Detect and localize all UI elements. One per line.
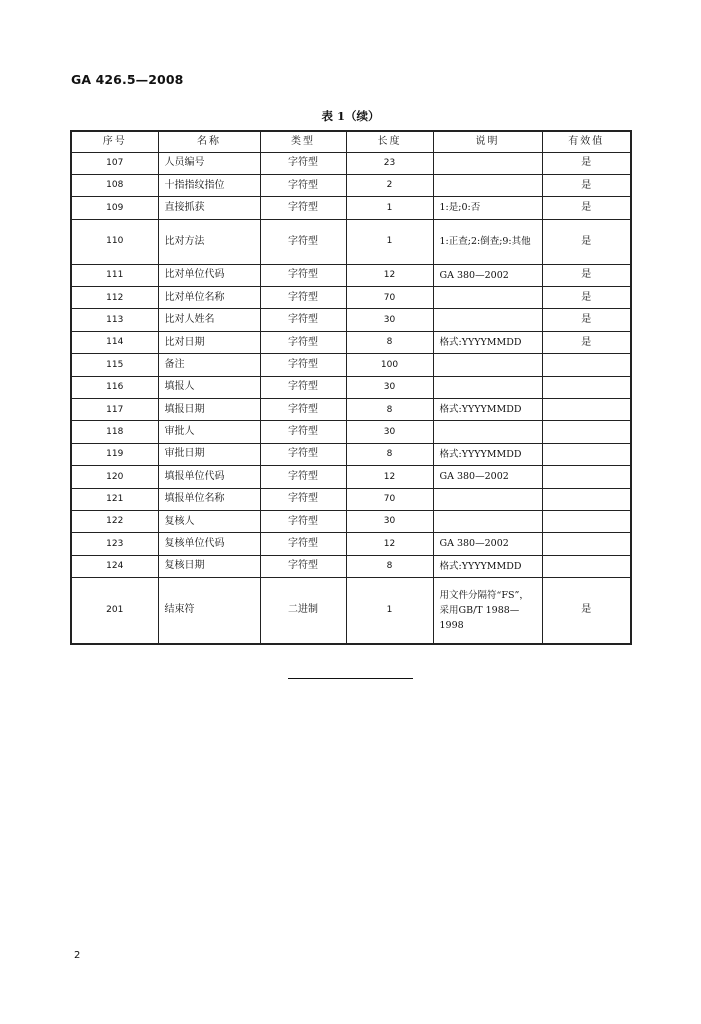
cell-type: 字符型 xyxy=(260,354,346,376)
data-table xyxy=(70,130,632,645)
cell-type: 字符型 xyxy=(260,488,346,510)
cell-length: 30 xyxy=(346,421,433,443)
table-row xyxy=(71,578,631,644)
cell-length: 100 xyxy=(346,354,433,376)
cell-desc: 1:正查;2:倒查;9:其他 xyxy=(433,219,542,264)
standard-code: GA 426.5—2008 xyxy=(71,72,184,87)
cell-type: 字符型 xyxy=(260,421,346,443)
cell-valid: 是 xyxy=(542,309,631,331)
cell-length: 12 xyxy=(346,264,433,286)
cell-num: 123 xyxy=(71,533,158,555)
column-header-type: 类型 xyxy=(260,131,346,152)
cell-length: 12 xyxy=(346,466,433,488)
cell-name: 结束符 xyxy=(158,578,260,644)
cell-num: 117 xyxy=(71,399,158,421)
column-header-desc: 说明 xyxy=(433,131,542,152)
table-row xyxy=(71,376,631,398)
cell-valid xyxy=(542,555,631,577)
cell-length: 70 xyxy=(346,287,433,309)
cell-desc xyxy=(433,421,542,443)
cell-valid: 是 xyxy=(542,578,631,644)
cell-length: 8 xyxy=(346,555,433,577)
cell-valid xyxy=(542,376,631,398)
cell-valid: 是 xyxy=(542,152,631,174)
cell-type: 字符型 xyxy=(260,443,346,465)
cell-desc: 用文件分隔符“FS”，采用GB/T 1988—1998 xyxy=(433,578,542,644)
cell-desc xyxy=(433,152,542,174)
cell-desc xyxy=(433,354,542,376)
cell-desc: GA 380—2002 xyxy=(433,264,542,286)
cell-type: 字符型 xyxy=(260,331,346,353)
cell-type: 字符型 xyxy=(260,309,346,331)
cell-name: 人员编号 xyxy=(158,152,260,174)
cell-length: 12 xyxy=(346,533,433,555)
cell-name: 比对人姓名 xyxy=(158,309,260,331)
cell-name: 复核人 xyxy=(158,510,260,532)
cell-desc: 格式:YYYYMMDD xyxy=(433,331,542,353)
table-row xyxy=(71,174,631,196)
cell-valid xyxy=(542,466,631,488)
column-header-length: 长度 xyxy=(346,131,433,152)
cell-num: 119 xyxy=(71,443,158,465)
cell-desc: 格式:YYYYMMDD xyxy=(433,443,542,465)
table-row xyxy=(71,219,631,264)
cell-num: 118 xyxy=(71,421,158,443)
cell-valid: 是 xyxy=(542,219,631,264)
cell-num: 108 xyxy=(71,174,158,196)
cell-desc xyxy=(433,510,542,532)
cell-type: 字符型 xyxy=(260,376,346,398)
cell-length: 23 xyxy=(346,152,433,174)
cell-type: 字符型 xyxy=(260,174,346,196)
cell-valid xyxy=(542,488,631,510)
table-row xyxy=(71,533,631,555)
cell-num: 112 xyxy=(71,287,158,309)
cell-valid xyxy=(542,443,631,465)
cell-desc xyxy=(433,287,542,309)
cell-valid xyxy=(542,533,631,555)
table-header-row xyxy=(71,131,631,152)
cell-length: 30 xyxy=(346,510,433,532)
end-of-table-rule xyxy=(288,678,413,679)
cell-name: 比对单位代码 xyxy=(158,264,260,286)
cell-type: 字符型 xyxy=(260,533,346,555)
cell-num: 201 xyxy=(71,578,158,644)
cell-type: 字符型 xyxy=(260,287,346,309)
cell-name: 审批人 xyxy=(158,421,260,443)
cell-valid xyxy=(542,354,631,376)
cell-desc xyxy=(433,376,542,398)
cell-num: 113 xyxy=(71,309,158,331)
cell-valid: 是 xyxy=(542,331,631,353)
cell-name: 比对日期 xyxy=(158,331,260,353)
cell-name: 审批日期 xyxy=(158,443,260,465)
table-row xyxy=(71,466,631,488)
cell-type: 字符型 xyxy=(260,555,346,577)
cell-name: 比对单位名称 xyxy=(158,287,260,309)
cell-length: 8 xyxy=(346,443,433,465)
cell-length: 1 xyxy=(346,578,433,644)
table-row xyxy=(71,287,631,309)
table-row xyxy=(71,555,631,577)
table-body xyxy=(71,152,631,644)
cell-desc: 1:是;0:否 xyxy=(433,197,542,219)
cell-valid: 是 xyxy=(542,174,631,196)
cell-num: 115 xyxy=(71,354,158,376)
table-row xyxy=(71,331,631,353)
cell-length: 8 xyxy=(346,399,433,421)
cell-type: 字符型 xyxy=(260,197,346,219)
cell-desc: 格式:YYYYMMDD xyxy=(433,555,542,577)
column-header-num: 序号 xyxy=(71,131,158,152)
cell-name: 比对方法 xyxy=(158,219,260,264)
table-row xyxy=(71,152,631,174)
cell-name: 填报人 xyxy=(158,376,260,398)
cell-length: 30 xyxy=(346,376,433,398)
cell-length: 2 xyxy=(346,174,433,196)
table-row xyxy=(71,421,631,443)
cell-type: 字符型 xyxy=(260,466,346,488)
table-row xyxy=(71,488,631,510)
cell-valid xyxy=(542,421,631,443)
cell-type: 字符型 xyxy=(260,399,346,421)
cell-valid xyxy=(542,399,631,421)
cell-num: 120 xyxy=(71,466,158,488)
cell-valid: 是 xyxy=(542,197,631,219)
cell-desc xyxy=(433,174,542,196)
cell-type: 二进制 xyxy=(260,578,346,644)
column-header-valid: 有效值 xyxy=(542,131,631,152)
table-row xyxy=(71,309,631,331)
page-number: 2 xyxy=(74,950,81,961)
cell-num: 109 xyxy=(71,197,158,219)
cell-desc xyxy=(433,309,542,331)
cell-num: 116 xyxy=(71,376,158,398)
cell-num: 114 xyxy=(71,331,158,353)
table-caption: 表 1（续） xyxy=(321,109,380,123)
cell-length: 1 xyxy=(346,197,433,219)
cell-name: 填报单位代码 xyxy=(158,466,260,488)
cell-type: 字符型 xyxy=(260,264,346,286)
cell-num: 124 xyxy=(71,555,158,577)
cell-length: 1 xyxy=(346,219,433,264)
cell-valid: 是 xyxy=(542,287,631,309)
table-row xyxy=(71,197,631,219)
cell-num: 110 xyxy=(71,219,158,264)
cell-num: 121 xyxy=(71,488,158,510)
cell-desc: GA 380—2002 xyxy=(433,466,542,488)
cell-desc: GA 380—2002 xyxy=(433,533,542,555)
cell-length: 8 xyxy=(346,331,433,353)
cell-desc xyxy=(433,488,542,510)
cell-type: 字符型 xyxy=(260,152,346,174)
cell-num: 107 xyxy=(71,152,158,174)
cell-type: 字符型 xyxy=(260,510,346,532)
cell-num: 122 xyxy=(71,510,158,532)
table-row xyxy=(71,399,631,421)
cell-name: 备注 xyxy=(158,354,260,376)
cell-length: 70 xyxy=(346,488,433,510)
column-header-name: 名称 xyxy=(158,131,260,152)
cell-num: 111 xyxy=(71,264,158,286)
cell-length: 30 xyxy=(346,309,433,331)
cell-valid xyxy=(542,510,631,532)
table-row xyxy=(71,510,631,532)
cell-name: 直接抓获 xyxy=(158,197,260,219)
cell-name: 填报单位名称 xyxy=(158,488,260,510)
table-row xyxy=(71,264,631,286)
cell-type: 字符型 xyxy=(260,219,346,264)
table-row xyxy=(71,443,631,465)
cell-name: 填报日期 xyxy=(158,399,260,421)
cell-desc: 格式:YYYYMMDD xyxy=(433,399,542,421)
cell-name: 复核日期 xyxy=(158,555,260,577)
cell-name: 十指指纹指位 xyxy=(158,174,260,196)
cell-name: 复核单位代码 xyxy=(158,533,260,555)
cell-valid: 是 xyxy=(542,264,631,286)
table-row xyxy=(71,354,631,376)
